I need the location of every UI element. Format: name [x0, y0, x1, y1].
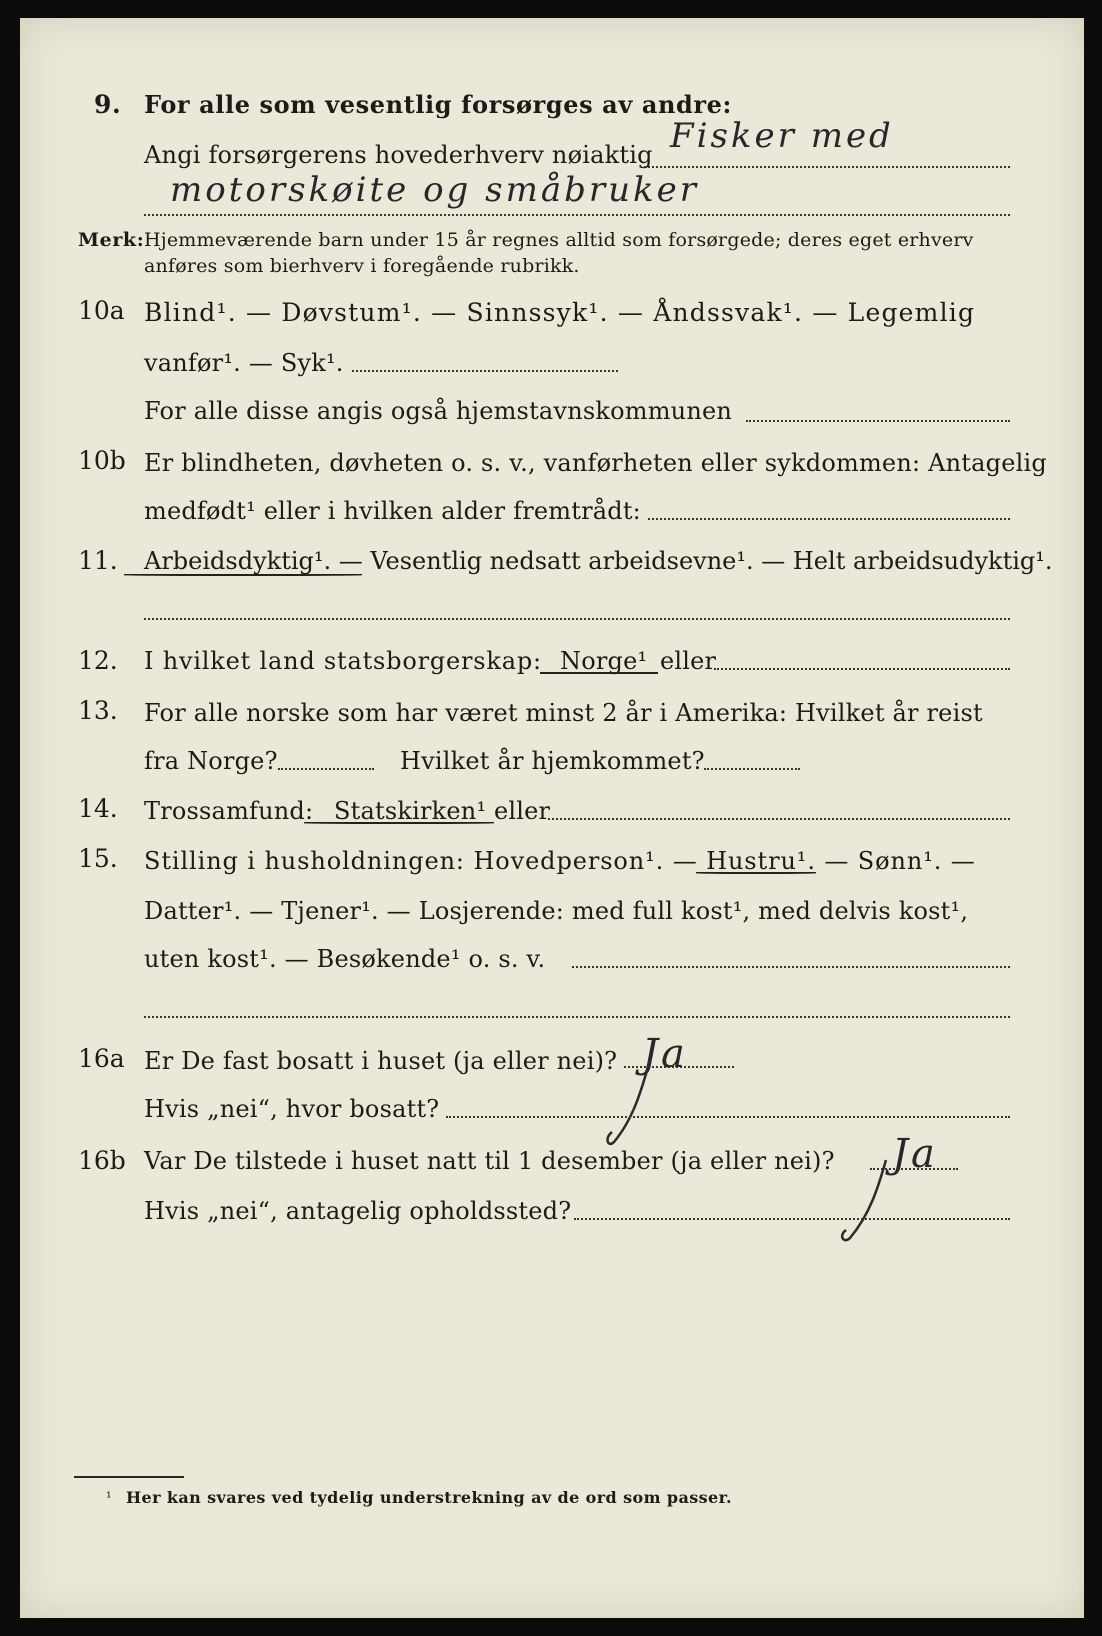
q10a-answer-line[interactable]: [352, 370, 618, 372]
q16b-handwritten-stroke: [836, 1158, 896, 1248]
q14-number: 14.: [78, 794, 118, 823]
q15-number: 15.: [78, 844, 118, 873]
q10a-number: 10a: [78, 296, 125, 325]
merk-line-2: anføres som bierhverv i foregående rubrikk.: [144, 255, 580, 277]
q9-answer-line-2[interactable]: [144, 214, 1010, 216]
q16a-handwritten-stroke: [604, 1058, 664, 1148]
q12-number: 12.: [78, 646, 118, 675]
q9-heading: For alle som vesentlig forsørges av andre:: [144, 90, 732, 119]
q15-line-3: uten kost¹. — Besøkende¹ o. s. v.: [144, 945, 546, 973]
merk-line-1: Hjemmeværende barn under 15 år regnes alltid som forsørgede; deres eget erhverv: [144, 229, 974, 251]
q12-handwritten-underline: [540, 672, 658, 674]
footnote-mark: ¹: [106, 1490, 112, 1506]
q10a-line-1: Blind¹. — Døvstum¹. — Sinnssyk¹. — Åndssvak¹. — Legemlig: [144, 298, 976, 327]
q9-handwritten-answer-1: Fisker med: [670, 116, 894, 156]
q13-line-1: For alle norske som har været minst 2 år i Amerika: Hvilket år reist: [144, 699, 983, 727]
q16b-number: 16b: [78, 1146, 126, 1175]
q9-answer-line-1[interactable]: [644, 166, 1010, 168]
q16a-line-2: Hvis „nei“, hvor bosatt?: [144, 1095, 440, 1123]
q10a-line-3: For alle disse angis også hjemstavnskommunen: [144, 397, 733, 425]
q16a-handwritten-answer: Ja: [642, 1031, 688, 1077]
q14-choice: Statskirken¹: [334, 797, 487, 825]
q16a-number: 16a: [78, 1044, 125, 1073]
q10a-hjemstavn-line[interactable]: [746, 420, 1010, 422]
q10a-line-2: vanfør¹. — Syk¹.: [144, 349, 344, 377]
q13-line-2b: Hvilket år hjemkommet?: [400, 747, 705, 775]
census-form-page: [20, 18, 1084, 1618]
q14-prefix: Trossamfund:: [144, 797, 314, 825]
merk-label: Merk:: [78, 229, 145, 251]
q10b-line-1: Er blindheten, døvheten o. s. v., vanførheten eller sykdommen: Antagelig: [144, 449, 1047, 477]
q9-number: 9.: [94, 90, 122, 119]
q14-handwritten-underline: [304, 822, 494, 824]
q14-suffix: eller: [494, 797, 551, 825]
q16b-handwritten-answer: Ja: [892, 1131, 938, 1177]
q15-answer-line-2[interactable]: [144, 1016, 1010, 1018]
q14-answer-line[interactable]: [548, 818, 1010, 820]
q16b-line-1: Var De tilstede i huset natt til 1 desember (ja eller nei)?: [144, 1147, 835, 1175]
q13-line-2a: fra Norge?: [144, 747, 278, 775]
q11-line-1: Arbeidsdyktig¹. — Vesentlig nedsatt arbeidsevne¹. — Helt arbeidsudyktig¹.: [144, 547, 1053, 575]
q15-handwritten-underline: [696, 872, 816, 874]
q12-answer-line[interactable]: [714, 668, 1010, 670]
q11-handwritten-underline: [124, 574, 362, 576]
q16b-opholdssted-line[interactable]: [574, 1218, 1010, 1220]
q16a-line-1: Er De fast bosatt i huset (ja eller nei)?: [144, 1047, 618, 1075]
q13-hjemkommet-line[interactable]: [704, 768, 800, 770]
q12-choice: Norge¹: [560, 647, 648, 675]
q13-reist-line[interactable]: [278, 768, 374, 770]
q11-answer-line[interactable]: [144, 618, 1010, 620]
q11-number: 11.: [78, 546, 118, 575]
q13-number: 13.: [78, 696, 118, 725]
q10b-answer-line[interactable]: [648, 518, 1010, 520]
q10b-line-2: medfødt¹ eller i hvilken alder fremtrådt:: [144, 497, 641, 525]
q9-handwritten-answer-2: motorskøite og småbruker: [170, 170, 699, 210]
q9-prompt: Angi forsørgerens hovederhverv nøiaktig: [144, 141, 653, 169]
q16b-line-2: Hvis „nei“, antagelig opholdssted?: [144, 1197, 572, 1225]
q15-line-2: Datter¹. — Tjener¹. — Losjerende: med full kost¹, med delvis kost¹,: [144, 897, 969, 925]
q12-suffix: eller: [660, 647, 717, 675]
q15-answer-line-1[interactable]: [572, 966, 1010, 968]
q12-prefix: I hvilket land statsborgerskap:: [144, 647, 542, 675]
q15-line-1: Stilling i husholdningen: Hovedperson¹. — Hustru¹. — Sønn¹. —: [144, 847, 976, 875]
q16a-bosatt-line[interactable]: [446, 1116, 1010, 1118]
q10b-number: 10b: [78, 446, 126, 475]
footnote-text: Her kan svares ved tydelig understrekning av de ord som passer.: [126, 1488, 732, 1507]
footnote-rule: [74, 1476, 184, 1478]
